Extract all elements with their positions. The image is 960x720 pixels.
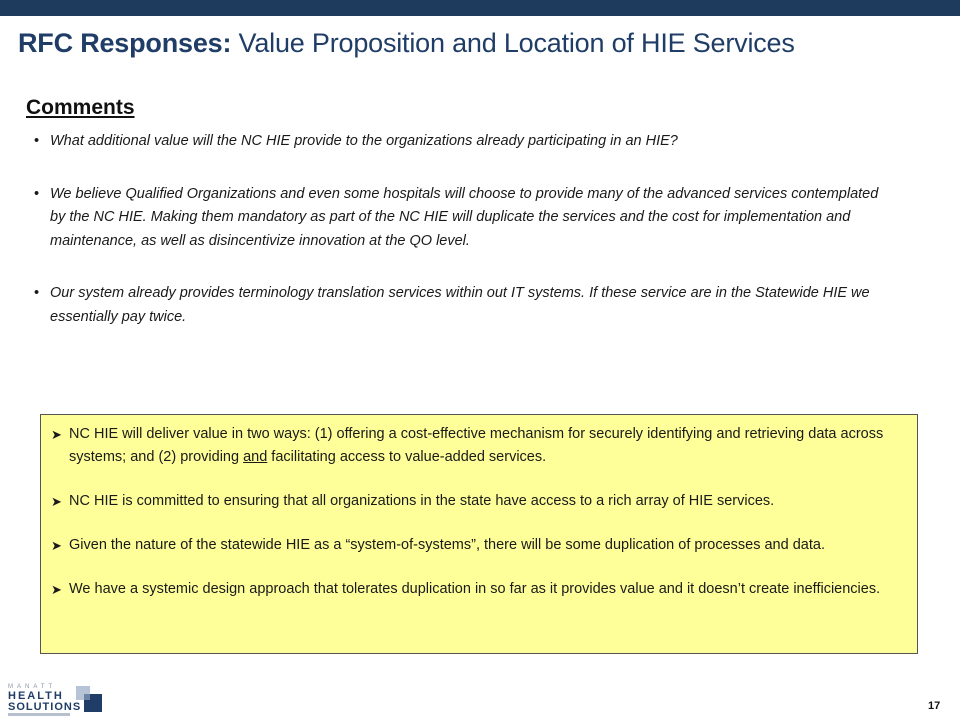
response-text-2: NC HIE is committed to ensuring that all organizations in the state have access to a rich array of HIE services. — [69, 493, 775, 509]
response-text-1-underlined: and — [243, 449, 268, 465]
response-text-4: We have a systemic design approach that tolerates duplication in so far as it provides value and it doesn’t create inefficiencies. — [69, 581, 881, 597]
response-box — [40, 414, 918, 654]
logo-solutions-text: SOLUTIONS — [8, 701, 82, 713]
logo-health-text: HEALTH — [8, 690, 64, 702]
response-item-1 — [51, 423, 909, 469]
comment-list — [34, 130, 884, 358]
response-list — [41, 415, 917, 601]
comment-item-2 — [34, 183, 884, 254]
comment-text-2: We believe Qualified Organizations and even some hospitals will choose to provide many of the advanced services contemplated by the NC HIE. Making them mandatory as part of the NC HIE will duplicate the services and the cost for implementation and maintenance, as well as disincentivize innovation at the QO level. — [50, 185, 879, 249]
response-item-3 — [51, 534, 909, 557]
bullet-icon: • — [34, 133, 40, 149]
comment-item-1 — [34, 130, 884, 154]
slide-title — [18, 28, 795, 59]
arrow-bullet-icon: ➤ — [51, 582, 62, 597]
comments-heading: Comments — [26, 96, 135, 119]
top-banner-bar — [0, 0, 960, 16]
arrow-bullet-icon: ➤ — [51, 427, 62, 442]
logo-top-text: MANATT — [8, 684, 57, 690]
comment-text-3: Our system already provides terminology translation services within out IT systems. If these service are in the Statewide HIE we essentially pay twice. — [50, 285, 870, 325]
logo-squares-icon — [76, 686, 104, 714]
response-item-4 — [51, 578, 909, 601]
slide-title-rest: Value Proposition and Location of HIE Services — [231, 28, 795, 58]
bullet-icon: • — [34, 285, 40, 301]
logo-tagline-bar — [8, 713, 70, 716]
bullet-icon: • — [34, 185, 40, 202]
response-text-1-part-2: facilitating access to value-added services. — [267, 449, 547, 465]
response-item-2 — [51, 490, 909, 513]
arrow-bullet-icon: ➤ — [51, 538, 62, 553]
comment-item-3 — [34, 282, 884, 329]
arrow-bullet-icon: ➤ — [51, 494, 62, 509]
comment-text-1: What additional value will the NC HIE provide to the organizations already participating in an HIE? — [50, 133, 678, 149]
response-text-3: Given the nature of the statewide HIE as a “system-of-systems”, there will be some duplication of processes and data. — [69, 537, 825, 553]
company-logo — [8, 684, 108, 718]
response-text-1-part-1: NC HIE will deliver value in two ways: (1) offering a cost-effective mechanism for securely identifying and retrieving data across systems; and (2) providing — [69, 426, 884, 465]
page-number: 17 — [928, 700, 941, 712]
slide-title-bold: RFC Responses: — [18, 28, 232, 58]
